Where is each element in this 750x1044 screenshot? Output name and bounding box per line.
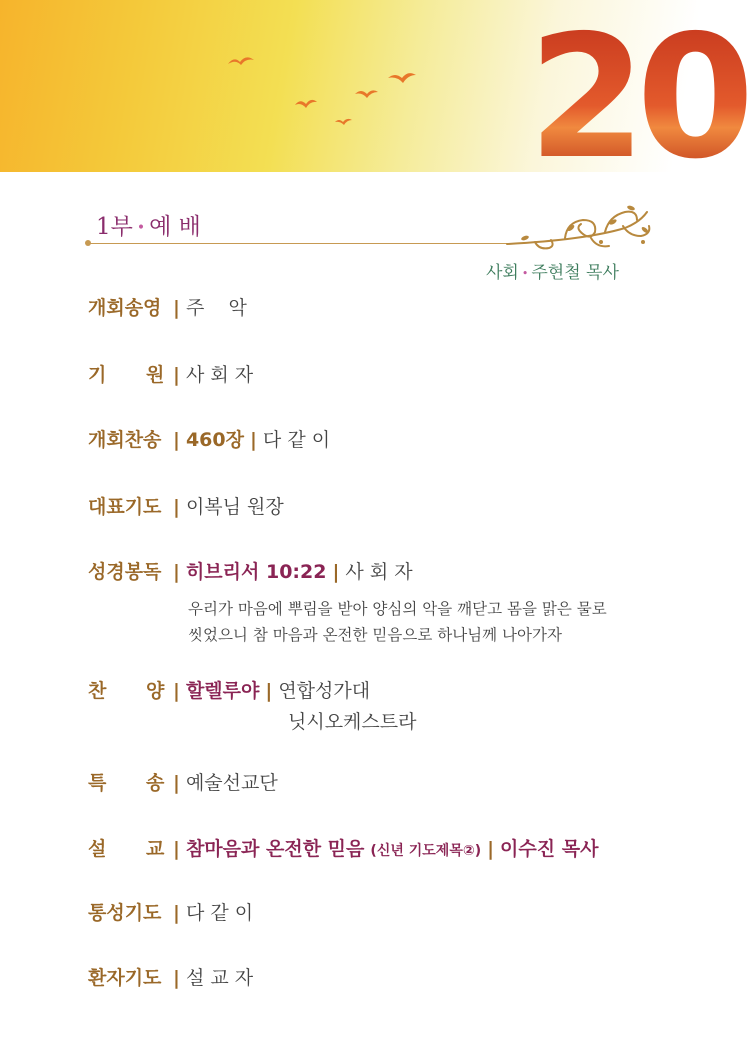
item-value: 주 악 <box>185 297 247 319</box>
program-item <box>88 834 598 861</box>
leader-info <box>486 258 619 283</box>
program-item <box>88 293 247 320</box>
separator: | <box>173 496 180 518</box>
big-number: 20 <box>528 24 750 172</box>
program-item <box>88 768 278 795</box>
separator: | <box>173 680 180 702</box>
birds-illustration <box>220 50 430 140</box>
program-item <box>88 360 253 387</box>
program-item <box>88 492 284 519</box>
item-value: 사 회 자 <box>185 364 254 386</box>
separator: | <box>265 680 273 702</box>
program-item <box>88 676 370 703</box>
item-label: 통성기도 <box>88 902 162 924</box>
separator: | <box>249 429 257 451</box>
separator: | <box>173 838 180 860</box>
divider-line <box>88 243 518 244</box>
program-item <box>88 425 330 452</box>
item-value: 다 같 이 <box>262 429 331 451</box>
verse-line: 씻었으니 참 마음과 온전한 믿음으로 하나님께 나아가자 <box>188 626 562 644</box>
item-label: 환자기도 <box>88 967 162 989</box>
leader-role: 사회 <box>486 263 519 283</box>
item-value: 예술선교단 <box>185 772 278 794</box>
program-item <box>88 963 253 990</box>
section-title <box>96 208 201 241</box>
separator: | <box>173 902 180 924</box>
section-name: 예 배 <box>149 214 201 240</box>
item-label: 찬 양 <box>88 680 165 702</box>
item-value: 이복님 원장 <box>185 496 284 518</box>
leader-name: 주현철 목사 <box>531 263 619 283</box>
separator: | <box>173 561 180 583</box>
song-title: 할렐루야 <box>185 680 260 702</box>
item-label: 개회찬송 <box>88 429 162 451</box>
bullet-icon: • <box>521 267 529 280</box>
item-value-continued: 닛시오케스트라 <box>288 711 417 733</box>
separator: | <box>173 429 180 451</box>
floral-ornament-icon <box>505 198 655 260</box>
separator: | <box>332 561 340 583</box>
separator: | <box>173 772 180 794</box>
sermon-title: 참마음과 온전한 믿음 <box>185 838 365 860</box>
bullet-icon: • <box>136 220 146 236</box>
item-value: 연합성가대 <box>278 680 371 702</box>
separator: | <box>173 364 180 386</box>
item-value: 설 교 자 <box>185 967 254 989</box>
hymn-number: 460장 <box>185 429 244 451</box>
item-label: 특 송 <box>88 772 165 794</box>
scripture-reference: 히브리서 10:22 <box>185 561 327 583</box>
verse-line: 우리가 마음에 뿌림을 받아 양심의 악을 깨닫고 몸을 맑은 물로 <box>188 600 607 618</box>
item-value: 다 같 이 <box>185 902 254 924</box>
program-item <box>88 898 253 925</box>
item-label: 대표기도 <box>88 496 162 518</box>
separator: | <box>173 297 180 319</box>
item-label: 기 원 <box>88 364 165 386</box>
item-label: 설 교 <box>88 838 165 860</box>
separator: | <box>487 838 495 860</box>
separator: | <box>173 967 180 989</box>
program-item <box>88 557 413 584</box>
item-label: 개회송영 <box>88 297 162 319</box>
item-label: 성경봉독 <box>88 561 162 583</box>
preacher-name: 이수진 목사 <box>500 838 599 860</box>
sermon-note: (신년 기도제목②) <box>370 843 482 859</box>
item-value: 사 회 자 <box>345 561 413 583</box>
section-part: 1부 <box>96 214 133 240</box>
